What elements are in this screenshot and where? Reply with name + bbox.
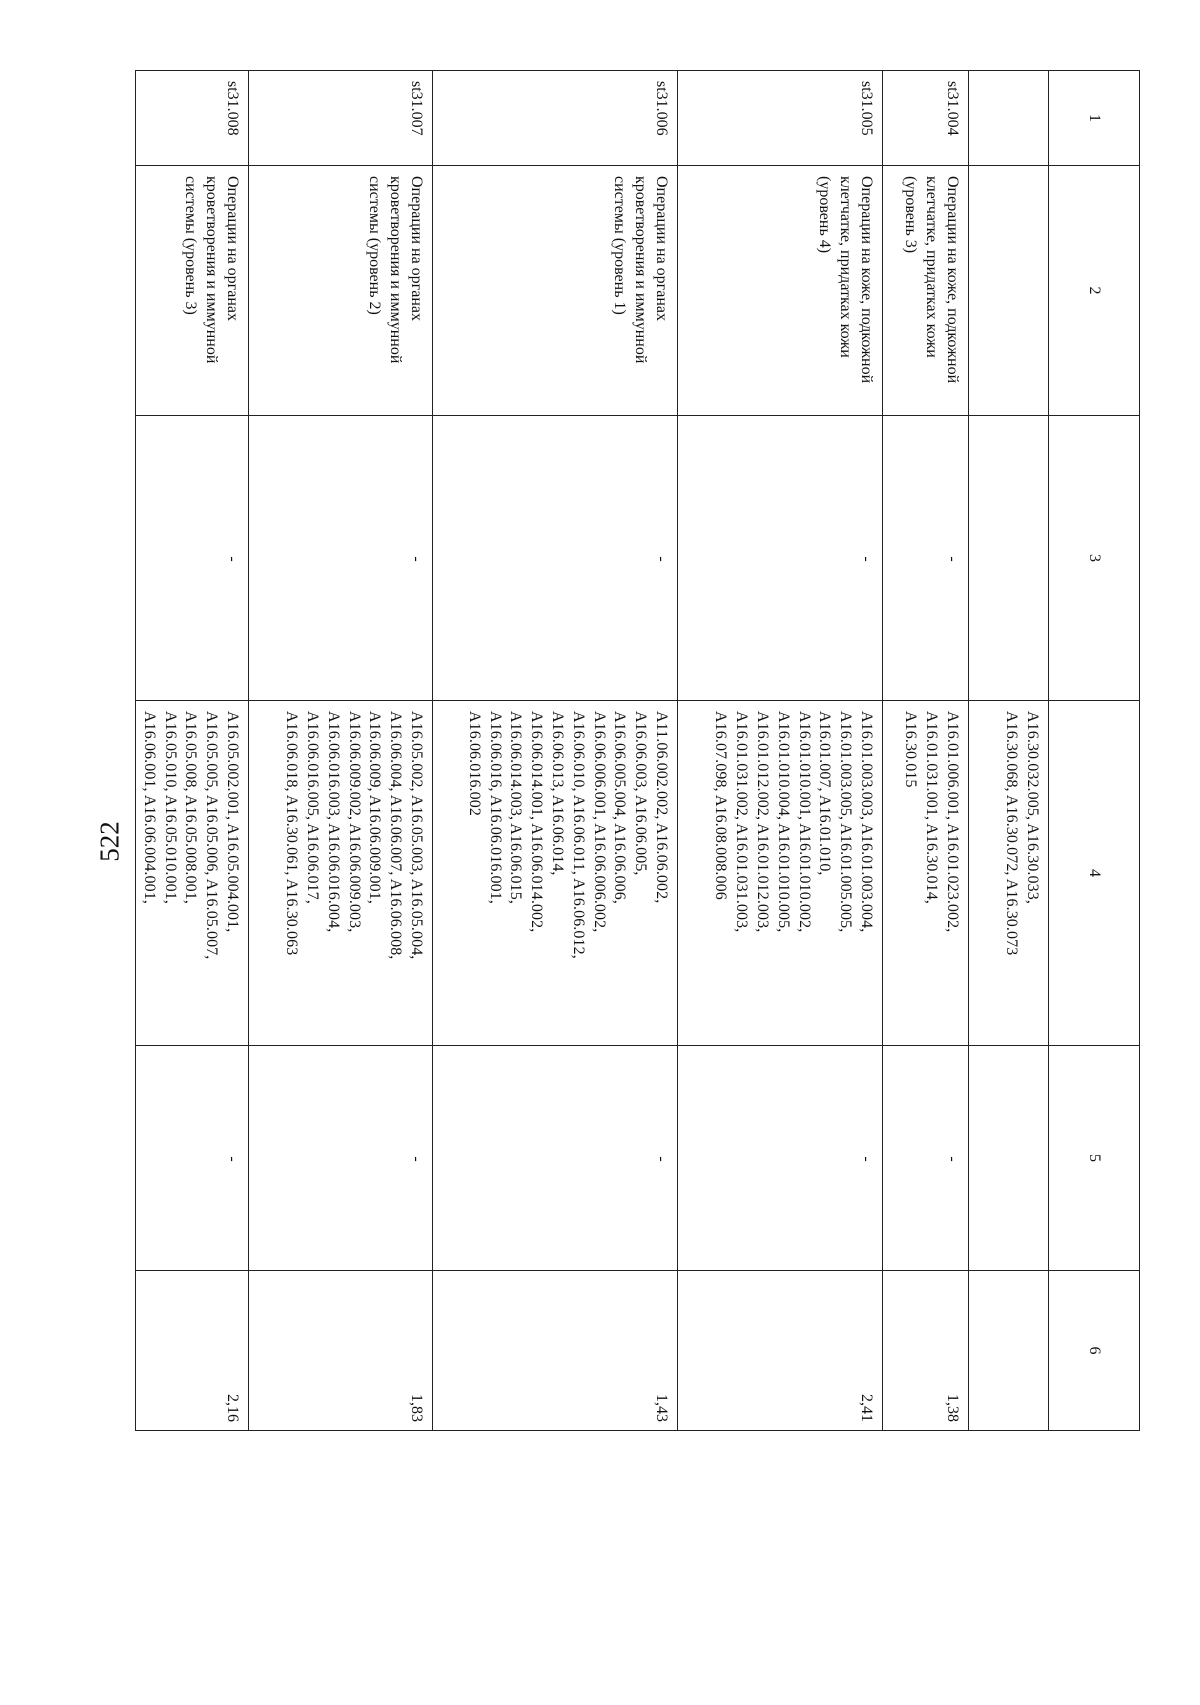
header-cell: 5 bbox=[1049, 1046, 1140, 1271]
coefficient-cell bbox=[969, 1271, 1049, 1431]
table-row bbox=[969, 71, 1049, 1431]
col3-cell: - bbox=[433, 416, 678, 701]
col3-cell: - bbox=[883, 416, 969, 701]
col5-cell: - bbox=[678, 1046, 883, 1271]
code-cell bbox=[969, 71, 1049, 166]
header-cell: 3 bbox=[1049, 416, 1140, 701]
tariff-table bbox=[135, 70, 1140, 1431]
service-codes-cell: A16.05.002.001, A16.05.004.001, A16.05.005, A16.05.006, A16.05.007, A16.05.008, A16.05.008.001, A16.05.010, A16.05.010.001, A16.06.001, A16.06.004.001, bbox=[136, 701, 249, 1046]
header-row bbox=[1049, 71, 1140, 1431]
rotated-table-container bbox=[140, 70, 1140, 1430]
service-codes-cell: A11.06.002.002, A16.06.002, A16.06.003, A16.06.005, A16.06.005.004, A16.06.006, A16.06.006.001, A16.06.006.002, A16.06.010, A16.06.011, A16.06.012, A16.06.013, A16.06.014, A16.06.014.001, A16.06.014.002, A16.06.014.003, A16.06.015, A16.06.016, A16.06.016.001, A16.06.016.002 bbox=[433, 701, 678, 1046]
code-cell: st31.005 bbox=[678, 71, 883, 166]
col5-cell: - bbox=[883, 1046, 969, 1271]
table-row bbox=[883, 71, 969, 1431]
coefficient-cell: 2,16 bbox=[136, 1271, 249, 1431]
col5-cell: - bbox=[249, 1046, 433, 1271]
code-cell: st31.008 bbox=[136, 71, 249, 166]
table-row bbox=[433, 71, 678, 1431]
col3-cell: - bbox=[249, 416, 433, 701]
col3-cell bbox=[969, 416, 1049, 701]
coefficient-cell: 2,41 bbox=[678, 1271, 883, 1431]
header-cell: 6 bbox=[1049, 1271, 1140, 1431]
page-number: 522 bbox=[94, 821, 125, 862]
table-row bbox=[136, 71, 249, 1431]
name-cell: Операции на органах кроветворения и иммунной системы (уровень 3) bbox=[136, 166, 249, 416]
coefficient-cell: 1,83 bbox=[249, 1271, 433, 1431]
service-codes-cell: A16.05.002, A16.05.003, A16.05.004, A16.06.004, A16.06.007, A16.06.008, A16.06.009, A16.06.009.001, A16.06.009.002, A16.06.009.003, A16.06.016.003, A16.06.016.004, A16.06.016.005, A16.06.017, A16.06.018, A16.30.061, A16.30.063 bbox=[249, 701, 433, 1046]
name-cell: Операции на коже, подкожной клетчатке, придатках кожи (уровень 4) bbox=[678, 166, 883, 416]
code-cell: st31.004 bbox=[883, 71, 969, 166]
coefficient-cell: 1,43 bbox=[433, 1271, 678, 1431]
code-cell: st31.007 bbox=[249, 71, 433, 166]
table-row bbox=[249, 71, 433, 1431]
service-codes-cell: A16.01.003.003, A16.01.003.004, A16.01.003.005, A16.01.005.005, A16.01.007, A16.01.010, A16.01.010.001, A16.01.010.002, A16.01.010.004, A16.01.010.005, A16.01.012.002, A16.01.012.003, A16.01.031.002, A16.01.031.003, A16.07.098, A16.08.008.006 bbox=[678, 701, 883, 1046]
col3-cell: - bbox=[678, 416, 883, 701]
code-cell: st31.006 bbox=[433, 71, 678, 166]
col3-cell: - bbox=[136, 416, 249, 701]
table-row bbox=[678, 71, 883, 1431]
name-cell bbox=[969, 166, 1049, 416]
name-cell: Операции на органах кроветворения и иммунной системы (уровень 2) bbox=[249, 166, 433, 416]
header-cell: 2 bbox=[1049, 166, 1140, 416]
col5-cell: - bbox=[433, 1046, 678, 1271]
header-cell: 1 bbox=[1049, 71, 1140, 166]
coefficient-cell: 1,38 bbox=[883, 1271, 969, 1431]
name-cell: Операции на органах кроветворения и иммунной системы (уровень 1) bbox=[433, 166, 678, 416]
name-cell: Операции на коже, подкожной клетчатке, придатках кожи (уровень 3) bbox=[883, 166, 969, 416]
service-codes-cell: A16.30.032.005, A16.30.033, A16.30.068, A16.30.072, A16.30.073 bbox=[969, 701, 1049, 1046]
col5-cell: - bbox=[136, 1046, 249, 1271]
header-cell: 4 bbox=[1049, 701, 1140, 1046]
col5-cell bbox=[969, 1046, 1049, 1271]
service-codes-cell: A16.01.006.001, A16.01.023.002, A16.01.031.001, A16.30.014, A16.30.015 bbox=[883, 701, 969, 1046]
